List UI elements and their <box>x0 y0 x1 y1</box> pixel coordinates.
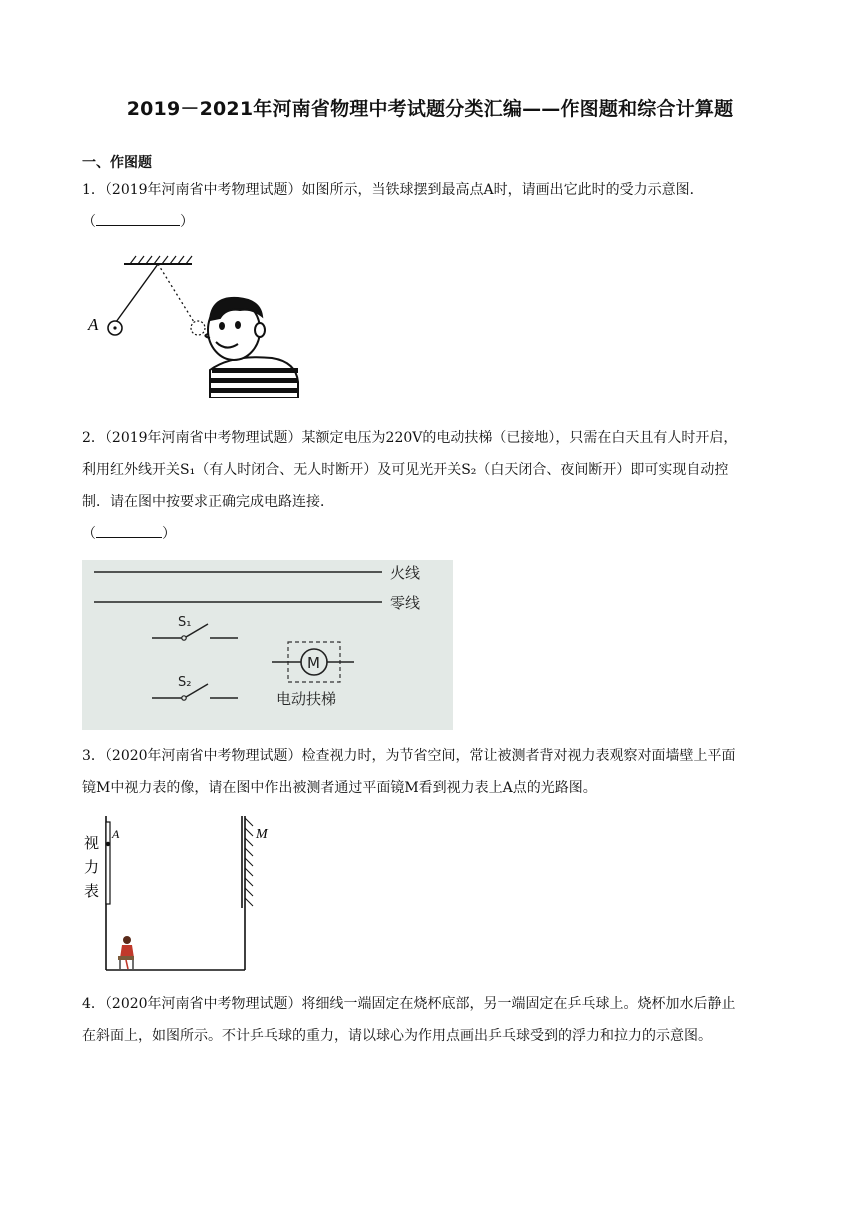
point-a-label: A <box>112 827 120 841</box>
live-wire-label: 火线 <box>390 564 421 582</box>
question-1-answer-blank[interactable]: （ ） <box>82 206 782 238</box>
mirror-m-label: M <box>256 827 268 842</box>
section-heading: 一、作图题 <box>82 155 152 171</box>
mirror-hatching <box>245 818 253 906</box>
person-illustration <box>205 298 298 398</box>
question-3-line-1: 3．（2020年河南省中考物理试题）检查视力时，为节省空间，常让被测者背对视力表观察对面墙壁上平面 <box>82 748 736 764</box>
neutral-wire-label: 零线 <box>390 594 421 612</box>
question-2-line-2: 利用红外线开关S₁（有人时闭合、无人时断开）及可见光开关S₂（白天闭合、夜间断开）即可实现自动控 <box>82 462 729 478</box>
question-3-line-2: 镜M中视力表的像，请在图中作出被测者通过平面镜M看到视力表上A点的光路图。 <box>82 780 597 796</box>
question-4 <box>82 988 782 1052</box>
vision-test-figure <box>82 812 282 976</box>
question-2-line-1: 2．（2019年河南省中考物理试题）某额定电压为220V的电动扶梯（已接地），只需在白天且有人时开启， <box>82 430 738 446</box>
svg-text:S₁: S₁ <box>178 615 192 630</box>
question-3 <box>82 740 782 804</box>
question-1 <box>82 174 782 238</box>
svg-text:S₂: S₂ <box>178 675 192 690</box>
question-4-line-2: 在斜面上，如图所示。不计乒乓球的重力，请以球心为作用点画出乒乓球受到的浮力和拉力的示意图。 <box>82 1028 712 1044</box>
svg-text:力: 力 <box>84 858 100 876</box>
svg-text:表: 表 <box>84 882 100 900</box>
escalator-label: 电动扶梯 <box>276 690 337 708</box>
point-a-label: A <box>88 315 99 334</box>
eye-chart <box>106 822 110 904</box>
question-2 <box>82 422 782 550</box>
seated-person <box>118 936 134 969</box>
question-1-text: 1．（2019年河南省中考物理试题）如图所示，当铁球摆到最高点A时，请画出它此时的受力示意图． <box>82 182 704 198</box>
pendulum-figure <box>82 250 302 398</box>
question-2-answer-blank[interactable]: （ ） <box>82 518 782 550</box>
question-2-line-3: 制．请在图中按要求正确完成电路连接． <box>82 494 334 510</box>
question-4-line-1: 4．（2020年河南省中考物理试题）将细线一端固定在烧杯底部，另一端固定在乒乓球上。烧杯加水后静止 <box>82 996 736 1012</box>
svg-text:M: M <box>307 654 320 672</box>
svg-text:视: 视 <box>84 834 100 852</box>
page-title: 2019－2021年河南省物理中考试题分类汇编——作图题和综合计算题 <box>126 98 734 120</box>
circuit-figure <box>82 560 453 730</box>
